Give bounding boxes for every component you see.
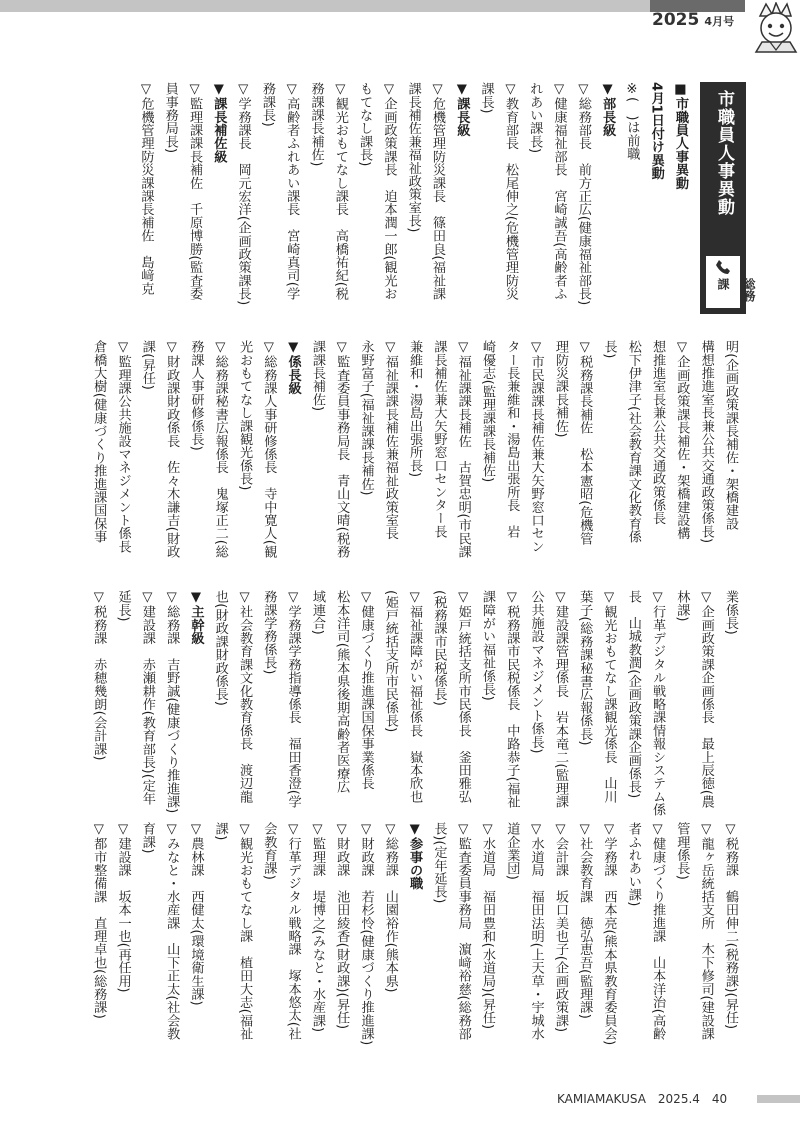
text-line: 長)(定年延長) — [431, 822, 447, 904]
text-line: ▽財政課財政係長 佐々木謙吉(財政 — [164, 340, 180, 559]
text-line: もてなし課長) — [357, 82, 373, 167]
text-line: ▽都市整備課 直理卓也(総務課) — [91, 822, 107, 1019]
text-line: ▽観光おもてなし課 植田大志(福祉 — [237, 822, 253, 1041]
text-line: 也(財政課財政係長) — [212, 590, 228, 706]
text-line: 光おもてなし課観光係長) — [237, 340, 253, 491]
text-line: 松下伊津子(社会教育課文化教育係 — [625, 340, 641, 544]
text-line: ▽学務課長 岡元宏洋(企画政策課長) — [235, 82, 251, 306]
text-line: ▽総務課 山園裕作(熊本県) — [382, 822, 398, 993]
text-line: 務課人事研修係長) — [188, 340, 204, 451]
heading: 4月1日付け異動 — [648, 82, 664, 180]
text-line: 松本洋司(熊本県後期高齢者医療広 — [334, 590, 350, 794]
text-line: ▽福祉課課長補佐 古賀忠明(市民課 — [455, 340, 471, 559]
text-line: ▽福祉課課長補佐兼福祉政策室長 — [382, 340, 398, 540]
text-line: ▽農林課 西健太(環境衛生課) — [188, 822, 204, 1006]
text-line: 倉橋大樹(健康づくり推進課国保事 — [91, 340, 107, 544]
text-line: ▽観光おもてなし課長 高橋祐紀(税 — [332, 82, 348, 301]
text-line: 課長補佐兼福祉政策室長) — [405, 82, 421, 233]
text-line: ▽財政課 池田綾香(財政課)(昇任) — [334, 822, 350, 1030]
text-line: 道企業団) — [504, 822, 520, 880]
article-title-box — [700, 82, 756, 314]
text-line: ▽企画政策課企画係長 最上辰徳(農 — [698, 590, 714, 809]
column-middle — [62, 590, 742, 820]
section-heading: ▼主幹級 — [188, 590, 204, 645]
text-line: 課長) — [478, 82, 494, 114]
text-line: ▽企画政策課長補佐・架橋建設構 — [674, 340, 690, 540]
text-line: 理防災課長補佐) — [552, 340, 568, 438]
text-line: ▽会計課 坂口美也子(企画政策課) — [552, 822, 568, 1033]
text-line: 管理係長) — [674, 822, 690, 880]
text-line: ▽税務課 鶴田伸二(税務課)(昇任) — [723, 822, 738, 1030]
text-line: 課(昇任) — [139, 340, 155, 390]
text-line: 課長補佐兼大矢野窓口センター長 — [431, 340, 447, 538]
text-line: 林課) — [674, 590, 690, 622]
page-footer: KAMIAMAKUSA 2025.4 40 — [557, 1092, 728, 1106]
text-line: ▽学務課 西本亮(熊本県教育委員会) — [601, 822, 617, 1046]
phone-icon — [715, 259, 731, 275]
text-line: 員事務局長) — [162, 82, 178, 154]
top-bar — [0, 0, 650, 12]
text-line: ター長兼維和・湯島出張所長 岩 — [504, 340, 520, 538]
section-heading: ▼課長補佐級 — [211, 82, 227, 163]
text-line: ▽行革デジタル戦略課 塚本悠太(社 — [285, 822, 301, 1041]
text-line: ▽社会教育課 徳弘恵吾(監理課) — [577, 822, 593, 1019]
text-line: ▽危機管理防災課課長補佐 島﨑克 — [138, 82, 154, 295]
text-line: 明(企画政策課長補佐・架橋建設 — [723, 340, 738, 530]
text-line: 課障がい福祉係長) — [480, 590, 496, 701]
text-line: 課) — [212, 822, 228, 841]
text-line: 域連合) — [309, 590, 325, 635]
text-line: 務課学務係長) — [261, 590, 277, 675]
text-line: ▽監理課 堤博之(みなと・水産課) — [309, 822, 325, 1033]
text-line: (税務課市民税係長) — [431, 590, 447, 706]
column-left-top — [62, 82, 692, 322]
text-line: ▽建設課 赤瀬耕作(教育部長)(定年 — [139, 590, 155, 806]
footer-bar — [757, 1095, 800, 1103]
text-line: ▽行革デジタル戦略課情報システム係 — [650, 590, 666, 817]
text-line: 延長) — [115, 590, 131, 622]
text-line: ▽総務課 吉野誠(健康づくり推進課) — [164, 590, 180, 814]
text-line: ▽龍ヶ岳統括支所 木下修司(建設課 — [698, 822, 714, 1041]
text-line: ▽企画政策課長 迫本潤一郎(観光お — [381, 82, 397, 301]
text-line: (姫戸統括支所市民係長) — [382, 590, 398, 733]
section-heading: ▼参事の職 — [407, 822, 423, 890]
section-heading: ▼係長級 — [285, 340, 301, 395]
text-line: ▽健康づくり推進課国保事業係長 — [358, 590, 374, 790]
text-line: 務課長) — [259, 82, 275, 127]
issue-month: 4月号 — [704, 15, 735, 28]
issue-date — [652, 10, 734, 30]
text-line: 永野富子(福祉課課長補佐) — [358, 340, 374, 496]
text-line: ▽観光おもてなし課観光係長 山川 — [601, 590, 617, 803]
text-line: ▽税務課市民税係長 中路恭子(福祉 — [504, 590, 520, 809]
text-line: 兼維和・湯島出張所長) — [407, 340, 423, 478]
text-line: 長) — [601, 340, 617, 359]
text-line: ▽教育部長 松尾伸之(危機管理防災 — [502, 82, 518, 301]
text-line: ▽水道局 福田豊和(水道局)(昇任) — [480, 822, 496, 1030]
text-line: ▽監査委員事務局 濵﨑裕慈(総務部 — [455, 822, 471, 1041]
text-line: 会教育課) — [261, 822, 277, 880]
text-line: 公共施設マネジメント係長) — [528, 590, 544, 754]
text-line: 想推進室長兼公共交通政策係長 — [650, 340, 666, 525]
text-line: 葉子(総務課秘書広報係長) — [577, 590, 593, 746]
issue-year: 2025 — [652, 10, 700, 30]
text-line: ▽福祉課障がい福祉係長 嶽本欣也 — [407, 590, 423, 803]
text-line: 育課) — [139, 822, 155, 854]
column-top — [62, 340, 742, 560]
text-line: ▽姫戸統括支所市民係長 釜田雅弘 — [455, 590, 471, 803]
text-line: ▽総務課秘書広報係長 鬼塚正二(総 — [212, 340, 228, 559]
section-heading: ▼部長級 — [600, 82, 616, 137]
text-line: ▽建設課 坂本一也(再任用) — [115, 822, 131, 993]
text-line: 課課長補佐) — [309, 340, 325, 412]
text-line: 崎優志(監理課課長補佐) — [480, 340, 496, 483]
text-line: ▽学務課学務指導係長 福田香澄(学 — [285, 590, 301, 809]
department-label-box — [706, 256, 756, 308]
text-line: ▽危機管理防災課長 篠田良(福祉課 — [430, 82, 446, 301]
text-line: ▽建設課管理係長 岩本竜二(監理課 — [552, 590, 568, 809]
text-line: 務課課長補佐) — [308, 82, 324, 167]
text-line: ▽総務部長 前方正広(健康福祉部長) — [575, 82, 591, 306]
section-heading: ▼課長級 — [454, 82, 470, 137]
text-line: ▽税務課 赤穂幾朗(会計課) — [91, 590, 107, 761]
text-line: ▽健康福祉部長 宮崎誠吾(高齢者ふ — [551, 82, 567, 301]
text-line: ※( )は前職 — [624, 82, 640, 161]
text-line: ▽監査委員事務局長 青山文晴(税務 — [334, 340, 350, 559]
text-line: 業係長) — [723, 590, 738, 635]
text-line: ▽監理課課長補佐 千原博勝(監査委 — [187, 82, 203, 301]
text-line: れあい課長) — [527, 82, 543, 154]
mascot-icon — [750, 2, 800, 57]
text-line: ▽市民課課長補佐兼大矢野窓口セン — [528, 340, 544, 553]
column-bottom — [62, 822, 742, 1057]
text-line: 者ふれあい課) — [625, 822, 641, 907]
heading: ■市職員人事異動 — [673, 82, 688, 190]
article-title: 市職員人事異動 — [714, 90, 734, 216]
text-line: ▽健康づくり推進課 山本洋治(高齢 — [650, 822, 666, 1041]
text-line: ▽総務課人事研修係長 寺中寛人(観 — [261, 340, 277, 559]
text-line: ▽税務課長補佐 松本憲昭(危機管 — [577, 340, 593, 545]
text-line: ▽社会教育課文化教育係長 渡辺龍 — [237, 590, 253, 803]
text-line: ▽水道局 福田法明(上天草・宇城水 — [528, 822, 544, 1041]
text-line: ▽監理課公共施設マネジメント係長 — [115, 340, 131, 553]
department-label: 総務課 — [716, 278, 756, 302]
text-line: 長 山城教潤(企画政策課企画係長) — [625, 590, 641, 799]
text-line: ▽高齢者ふれあい課長 宮崎真司(学 — [284, 82, 300, 301]
text-line: ▽財政課 若杉怜(健康づくり推進課) — [358, 822, 374, 1046]
text-line: 構想推進室長兼公共交通政策係長) — [698, 340, 714, 544]
text-line: ▽みなと・水産課 山下正太(社会教 — [164, 822, 180, 1041]
